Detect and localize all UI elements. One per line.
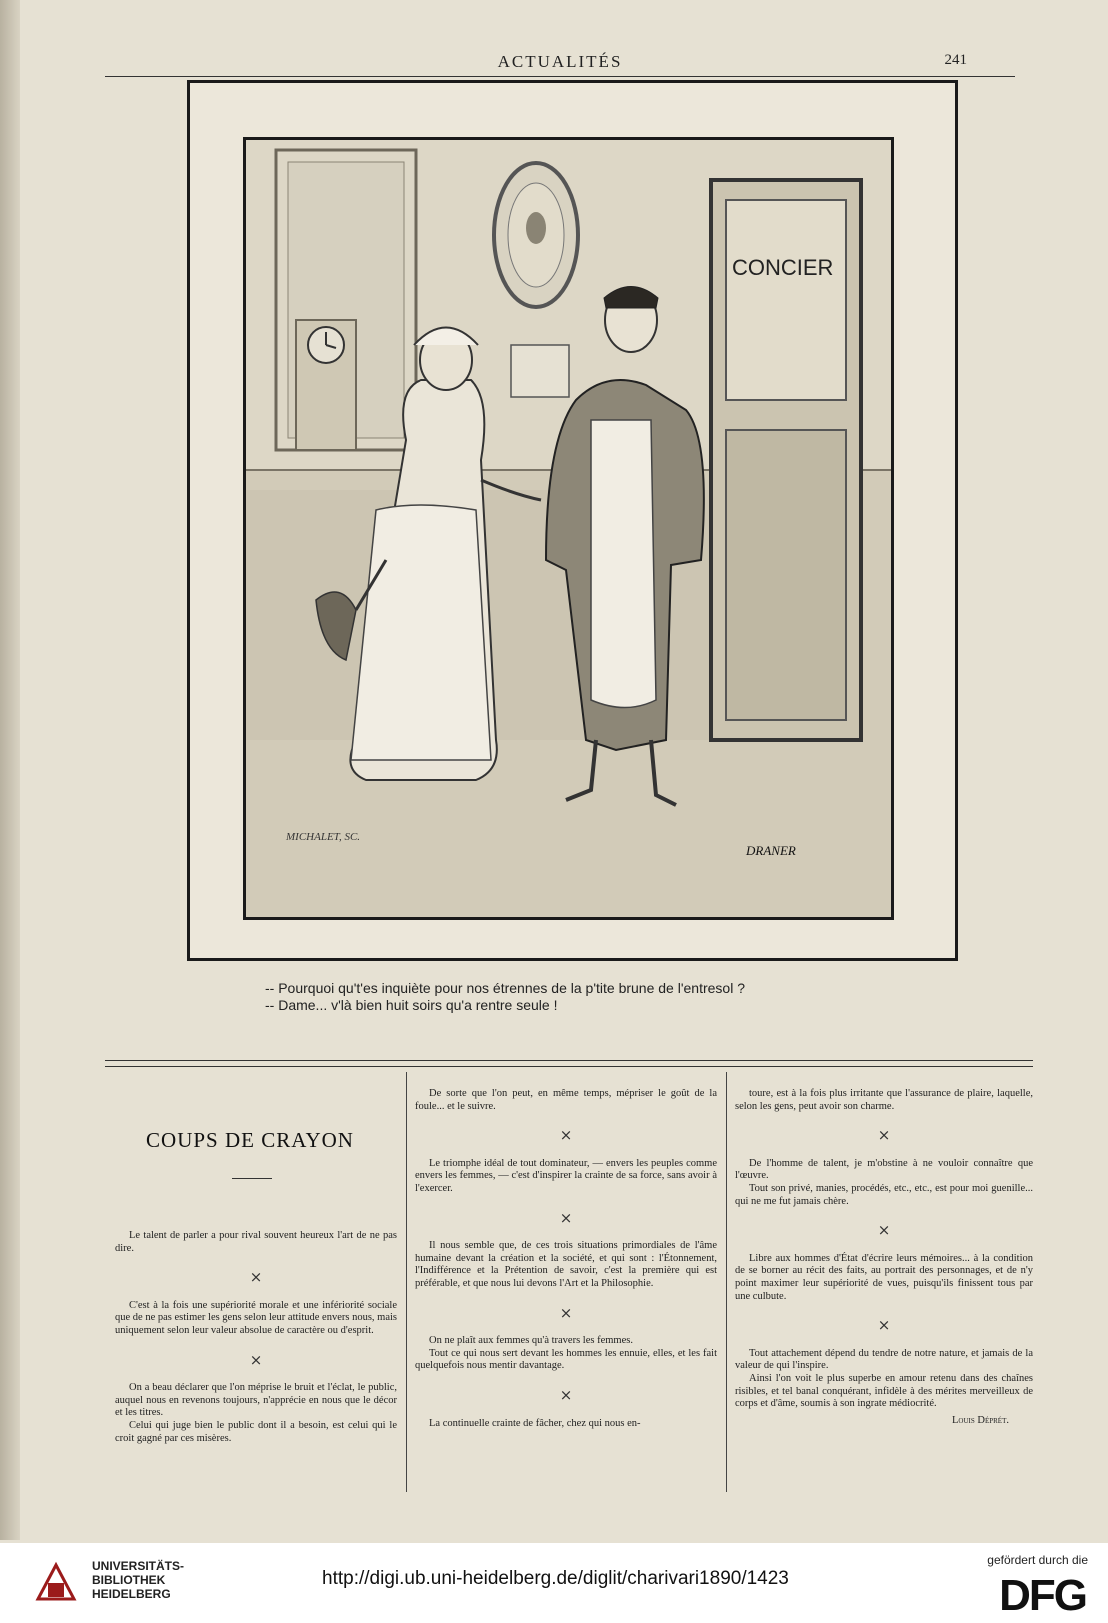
funded-by-label: gefördert durch die (987, 1553, 1088, 1567)
page-number: 241 (944, 52, 967, 68)
separator-mark: × (559, 1303, 573, 1322)
section-rule-top (105, 1060, 1033, 1061)
artist-signature: DRANER (746, 843, 796, 858)
engraver-signature: MICHALET, SC. (286, 831, 361, 843)
author-signature: Louis Déprét. (952, 1414, 1009, 1426)
illustration (243, 137, 894, 920)
separator-mark: × (877, 1221, 891, 1240)
paragraph: toure, est à la fois plus irritante que l'assurance de plaire, laquelle, selon les gens, peut avoir son charme. (735, 1088, 1033, 1112)
separator-mark: × (877, 1316, 891, 1335)
caption-line-2: -- Dame... v'là bien huit soirs qu'a rentre seule ! (265, 997, 558, 1013)
paragraph: Tout attachement dépend du tendre de notre nature, et jamais de la valeur de qui l'inspire. (735, 1347, 1033, 1372)
article-title: COUPS DE CRAYON (146, 1128, 354, 1152)
running-header (105, 52, 1015, 74)
article-column-2 (415, 1088, 717, 1430)
institution-line: UNIVERSITÄTS- (92, 1559, 185, 1573)
paragraph: Tout ce qui nous sert devant les hommes les ennuie, elles, et les fait quelquefois nous mentir davantage. (415, 1347, 717, 1372)
institution-line: HEIDELBERG (92, 1587, 171, 1601)
illustration-drawing (246, 140, 891, 917)
title-underline (232, 1178, 272, 1179)
paragraph: Le triomphe idéal de tout dominateur, — envers les peuples comme envers les femmes, — c'est d'inspirer la crainte de sa force, sans avoir à l'exercer. (415, 1157, 717, 1194)
paragraph: On ne plaît aux femmes qu'à travers les femmes. (429, 1335, 633, 1347)
paragraph: Celui qui juge bien le public dont il a besoin, est celui qui le croit gagné par ces misères. (115, 1419, 397, 1444)
separator-mark: × (249, 1268, 263, 1287)
paragraph: Le talent de parler a pour rival souvent heureux l'art de ne pas dire. (115, 1230, 397, 1254)
digitization-footer (0, 1543, 1108, 1623)
separator-mark: × (559, 1126, 573, 1145)
section-rule-bottom (105, 1066, 1033, 1067)
paragraph: Libre aux hommes d'État d'écrire leurs mémoires... à la condition de se borner au récit des faits, au portrait des personnages, et de n'y point maximer leur supériorité de vues, puisqu'ils finissent tous par une culbute. (735, 1252, 1033, 1302)
separator-mark: × (559, 1385, 573, 1404)
article-column-3 (735, 1088, 1033, 1427)
caption-line-1: -- Pourquoi qu't'es inquiète pour nos étrennes de la p'tite brune de l'entresol ? (265, 980, 745, 996)
separator-mark: × (559, 1208, 573, 1227)
column-rule-1 (406, 1072, 407, 1492)
column-rule-2 (726, 1072, 727, 1492)
illustration-caption (265, 980, 885, 1014)
separator-mark: × (877, 1126, 891, 1145)
institution-line: BIBLIOTHEK (92, 1573, 166, 1587)
source-url-link[interactable]: http://digi.ub.uni-heidelberg.de/diglit/charivari1890/1423 (322, 1568, 789, 1589)
header-title: ACTUALITÉS (497, 52, 623, 71)
paragraph: De sorte que l'on peut, en même temps, mépriser le goût de la foule... et le suivre. (415, 1088, 717, 1112)
paragraph: Ainsi l'on voit le plus superbe en amour retenu dans des chaînes risibles, et tel banal conquérant, infidèle à des mérites merveilleux de corps et d'âme, soumis à son ingrate médiocrité. (735, 1372, 1033, 1410)
article-column-1 (115, 1230, 397, 1445)
paragraph: Tout son privé, manies, procédés, etc., etc., est pour moi guenille... qui ne me fut jamais chère. (735, 1182, 1033, 1207)
paragraph: Il nous semble que, de ces trois situations primordiales de l'âme humaine devant la création et la société, et qui sont : l'Étonnement, l'Indifférence et la Prétention de savoir, c'est la première qui est préférable, et que nous lui devons l'Art et la Philosophie. (415, 1240, 717, 1289)
door-sign-text: CONCIER (732, 255, 834, 280)
university-seal-icon (30, 1559, 82, 1607)
separator-mark: × (249, 1350, 263, 1369)
paragraph: De l'homme de talent, je m'obstine à ne vouloir connaître que l'œuvre. (735, 1157, 1033, 1182)
header-rule (105, 76, 1015, 77)
paragraph: On a beau déclarer que l'on méprise le bruit et l'éclat, le public, auquel nous en revenons toujours, n'apprécie en nous que le décor et les titres. (115, 1382, 397, 1419)
page-edge (0, 0, 20, 1540)
funder-logo: DFG (999, 1571, 1086, 1620)
paragraph: La continuelle crainte de fâcher, chez qui nous en- (429, 1417, 641, 1429)
institution-name (92, 1559, 184, 1601)
paragraph: C'est à la fois une supériorité morale et une infériorité sociale que de ne pas estimer les gens selon leur attitude envers nous, mais uniquement selon leur valeur absolue de caractère ou d'esprit. (115, 1299, 397, 1336)
